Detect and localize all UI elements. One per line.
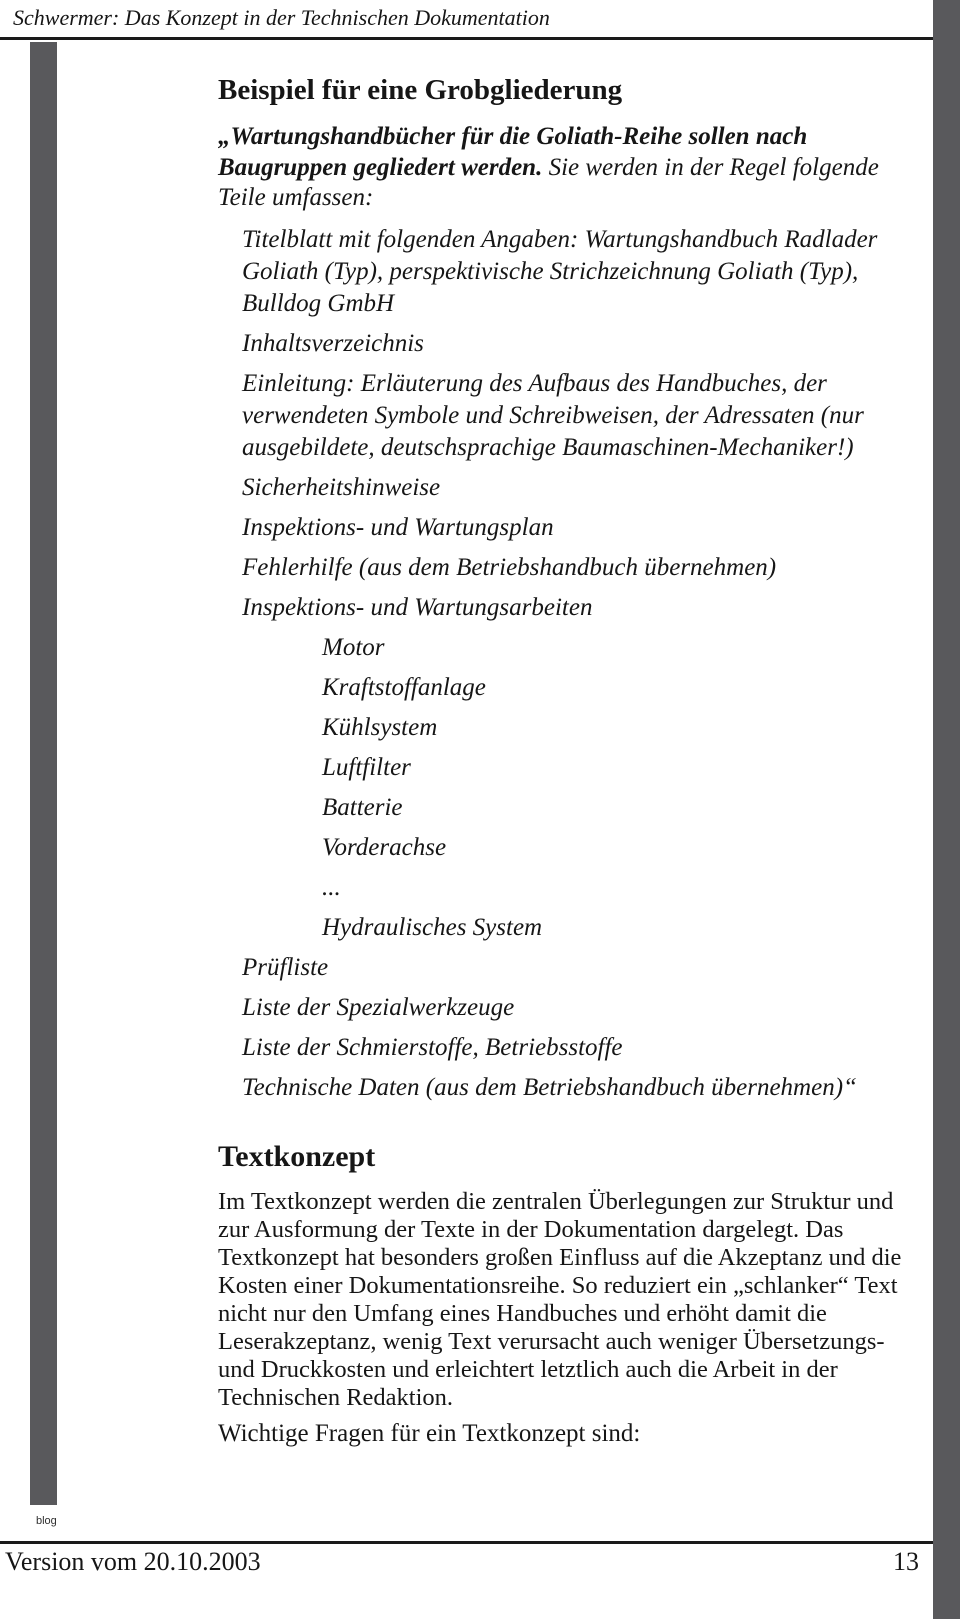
left-margin-bar	[30, 42, 57, 1505]
running-header-title: Schwermer: Das Konzept in der Technischen Dokumentation	[13, 5, 550, 30]
intro-bold-segment: „Wartungshandbücher für die Goliath-Reihe sollen nach Baugruppen gegliedert werden.	[218, 123, 808, 181]
section-heading-textkonzept: Textkonzept	[218, 1139, 376, 1173]
footer-version-text: Version vom 20.10.2003	[5, 1547, 261, 1576]
outline-item-kraftstoffanlage: Kraftstoffanlage	[322, 673, 486, 701]
outline-item-luftfilter: Luftfilter	[322, 753, 411, 781]
outline-item-sicherheitshinweise: Sicherheitshinweise	[242, 473, 441, 501]
outline-item-wartungsplan: Inspektions- und Wartungsplan	[242, 513, 554, 541]
textkonzept-closing-line: Wichtige Fragen für ein Textkonzept sind:	[218, 1419, 641, 1447]
outline-item-hydraulisches-system: Hydraulisches System	[322, 913, 543, 941]
outline-list	[218, 224, 932, 1104]
outline-item-motor: Motor	[322, 633, 385, 661]
outline-item-schmierstoffe: Liste der Schmierstoffe, Betriebsstoffe	[242, 1033, 623, 1061]
footer-page-number: 13	[893, 1547, 919, 1576]
outline-item-pruefliste: Prüfliste	[242, 953, 329, 981]
watermark-text: blog	[36, 1515, 57, 1527]
page-content	[218, 74, 932, 1454]
outline-item-spezialwerkzeuge: Liste der Spezialwerkzeuge	[242, 993, 515, 1021]
outline-item-ellipsis: ...	[322, 873, 341, 901]
right-margin-bar	[933, 0, 960, 1619]
outline-item-kuehlsystem: Kühlsystem	[322, 713, 438, 741]
outline-item-technische-daten: Technische Daten (aus dem Betriebshandbuch übernehmen)“	[242, 1073, 857, 1101]
page-footer	[0, 1541, 933, 1577]
textkonzept-paragraph: Im Textkonzept werden die zentralen Überlegungen zur Struktur und zur Ausformung der Texte in der Dokumentation dargelegt. Das Textkonzept hat besonders großen Einfluss auf die Akzeptanz und die Kosten einer Dokumentationsreihe. So reduziert ein „schlanker“ Text nicht nur den Umfang eines Handbuches und erhöht damit die Leserakzeptanz, wenig Text verursacht auch weniger Übersetzungs- und Druckkosten und erleichtert letztlich auch die Arbeit in der Technischen Redaktion.	[218, 1187, 902, 1411]
outline-item-inhaltsverzeichnis: Inhaltsverzeichnis	[242, 329, 424, 357]
intro-paragraph	[218, 122, 896, 214]
outline-item-fehlerhilfe: Fehlerhilfe (aus dem Betriebshandbuch übernehmen)	[242, 553, 777, 581]
outline-item-einleitung: Einleitung: Erläuterung des Aufbaus des Handbuches, der verwendeten Symbole und Schreibweisen, der Adressaten (nur ausgebildete, deutschsprachige Baumaschinen-Mechaniker!)	[242, 369, 864, 461]
intro-regular-segment: Sie werden in der Regel folgende Teile umfassen:	[218, 153, 879, 211]
outline-item-titelblatt: Titelblatt mit folgenden Angaben: Wartungshandbuch Radlader Goliath (Typ), perspektivische Strichzeichnung Goliath (Typ), Bulldog GmbH	[242, 225, 878, 317]
outline-item-vorderachse: Vorderachse	[322, 833, 447, 861]
page-header	[0, 0, 933, 40]
section-heading-grobgliederung: Beispiel für eine Grobgliederung	[218, 74, 623, 106]
outline-item-wartungsarbeiten: Inspektions- und Wartungsarbeiten	[242, 593, 593, 621]
outline-item-batterie: Batterie	[322, 793, 403, 821]
